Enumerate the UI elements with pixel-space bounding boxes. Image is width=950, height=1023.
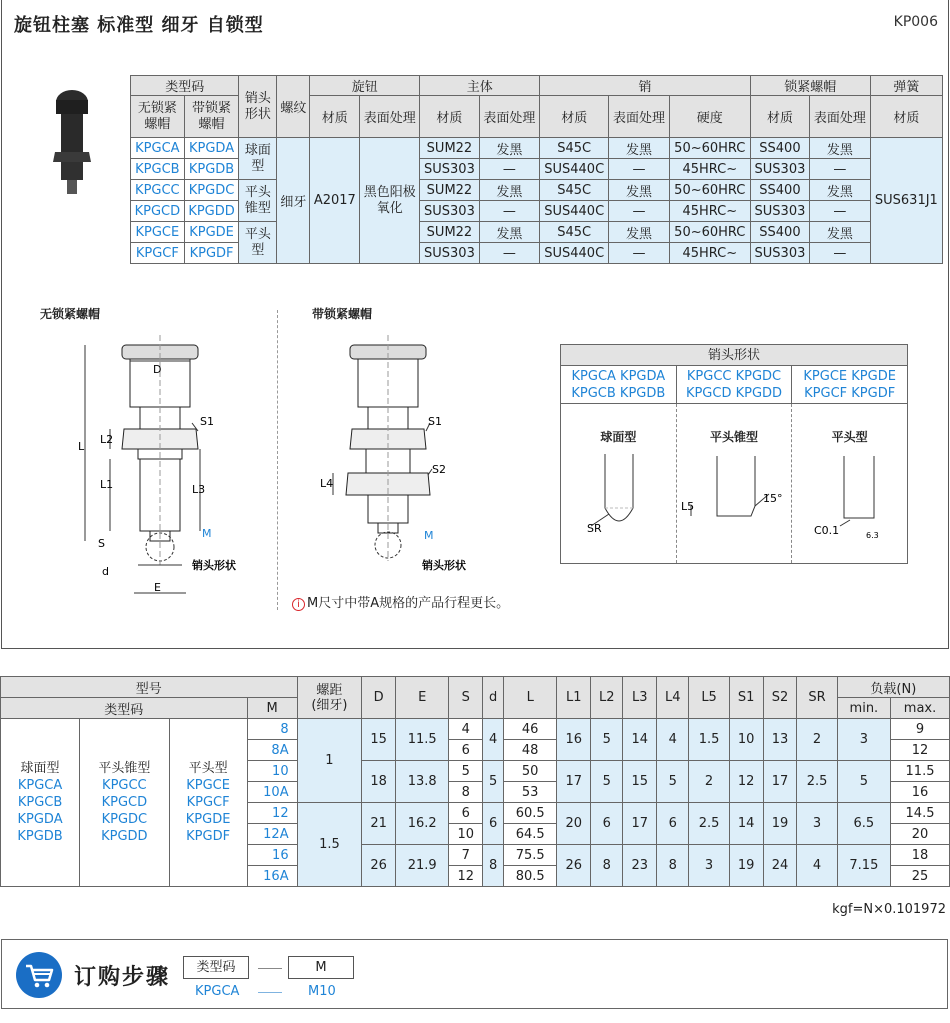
type-group-code: KPGDC: [101, 812, 148, 827]
type-code-with-lock: KPGDF: [184, 243, 239, 264]
dim-L: 64.5: [504, 824, 557, 845]
dim-L: 50: [504, 761, 557, 782]
shape-chamfer-label: C0.1: [814, 524, 840, 537]
dim-min: 7.15: [837, 845, 890, 887]
material-body-surf: —: [479, 159, 540, 180]
dim-L1: 26: [557, 845, 591, 887]
material-body-surf: 发黑: [479, 180, 540, 201]
th-nut-surface: 表面处理: [810, 96, 871, 138]
dim-max: 16: [891, 782, 950, 803]
dim-L5: 2.5: [689, 803, 729, 845]
type-code-no-lock: KPGCD: [131, 201, 185, 222]
th-M: M: [247, 698, 297, 719]
material-pin-hard: 50~60HRC: [669, 222, 750, 243]
dim-L: 46: [504, 719, 557, 740]
material-nut-mat: SS400: [750, 180, 809, 201]
dim-min: 3: [837, 719, 890, 761]
type-group-code: KPGDF: [186, 829, 231, 844]
dim-L3: 15: [623, 761, 657, 803]
material-nut-mat: SUS303: [750, 201, 809, 222]
material-nut-surf: 发黑: [810, 180, 871, 201]
th-D: D: [362, 677, 396, 719]
material-pin-mat: S45C: [540, 138, 609, 159]
type-group-name: 球面型: [20, 761, 60, 776]
type-code-no-lock: KPGCC: [131, 180, 185, 201]
dim-E: 21.9: [396, 845, 449, 887]
dim-max: 14.5: [891, 803, 950, 824]
dim-L2: 5: [591, 761, 623, 803]
dim-max: 11.5: [891, 761, 950, 782]
th-pin: 销: [540, 76, 751, 96]
order-separator: [258, 968, 282, 969]
material-pin-hard: 45HRC~: [669, 201, 750, 222]
dim-L1: 16: [557, 719, 591, 761]
material-nut-surf: —: [810, 159, 871, 180]
material-table: [130, 75, 943, 264]
material-row: [131, 138, 943, 159]
dim-L3: 23: [623, 845, 657, 887]
dim-max: 12: [891, 740, 950, 761]
dim-E: 16.2: [396, 803, 449, 845]
th-S1: S1: [729, 677, 763, 719]
th-L5: L5: [689, 677, 729, 719]
info-icon: i: [292, 598, 305, 611]
dim-d: 5: [483, 761, 504, 803]
dim-S: 7: [449, 845, 483, 866]
dim-L4: 5: [657, 761, 689, 803]
type-code-with-lock: KPGDD: [184, 201, 239, 222]
material-body-mat: SUM22: [420, 222, 479, 243]
ball-shape-drawing: [561, 454, 676, 563]
dim-S1: 10: [729, 719, 763, 761]
material-pin-surf: —: [609, 201, 670, 222]
shape-taper: 平头锥型 L5 15°: [677, 404, 793, 563]
dim-L2: L2: [100, 433, 114, 446]
material-pin-hard: 50~60HRC: [669, 138, 750, 159]
material-body-mat: SUS303: [420, 243, 479, 264]
th-pitch: 螺距 (细牙): [297, 677, 362, 719]
th-pin-surface: 表面处理: [609, 96, 670, 138]
dimension-table: [0, 676, 950, 887]
dim-S: 8: [449, 782, 483, 803]
material-pin-hard: 45HRC~: [669, 159, 750, 180]
shape-codes-taper: KPGCC KPGDC KPGCD KPGDD: [677, 366, 793, 403]
material-nut-mat: SUS303: [750, 243, 809, 264]
material-body-mat: SUS303: [420, 159, 479, 180]
dim-L1: L1: [100, 478, 114, 491]
dim-L: 53: [504, 782, 557, 803]
dim-L2: 6: [591, 803, 623, 845]
order-example-type-code: KPGCA: [195, 984, 240, 999]
dim-SR: 4: [797, 845, 837, 887]
material-pin-mat: S45C: [540, 222, 609, 243]
material-nut-surf: 发黑: [810, 222, 871, 243]
dim-M: M: [202, 527, 212, 540]
dim-d: 6: [483, 803, 504, 845]
page-title: 旋钮柱塞 标准型 细牙 自锁型: [14, 15, 264, 36]
material-body-surf: 发黑: [479, 138, 540, 159]
type-group-1: [80, 719, 170, 887]
th-with-lock: 带锁紧 螺帽: [184, 96, 239, 138]
type-group-name: 平头型: [188, 761, 228, 776]
material-pin-surf: —: [609, 243, 670, 264]
stroke-note: i M尺寸中带A规格的产品行程更长。: [292, 592, 509, 611]
th-S2: S2: [763, 677, 797, 719]
material-pin-surf: —: [609, 159, 670, 180]
dim-max: 20: [891, 824, 950, 845]
dim-L: 48: [504, 740, 557, 761]
material-nut-surf: —: [810, 201, 871, 222]
material-pin-mat: S45C: [540, 180, 609, 201]
th-d: d: [483, 677, 504, 719]
dim-D: 26: [362, 845, 396, 887]
m-value: 8A: [247, 740, 297, 761]
shape-flat: 平头型 C0.1 6.3: [792, 404, 907, 563]
pin-head-shape-cell: 球面型: [239, 138, 277, 180]
dim-L1: 17: [557, 761, 591, 803]
pitch-cell: 1.5: [297, 803, 362, 887]
dim-L5: 1.5: [689, 719, 729, 761]
type-group-name: 平头锥型: [98, 761, 151, 776]
dim-S: 12: [449, 866, 483, 887]
th-pin-material: 材质: [540, 96, 609, 138]
order-field-type-code: 类型码: [183, 956, 249, 979]
dim-S: 6: [449, 803, 483, 824]
order-field-m: M: [288, 956, 354, 979]
shape-codes-ball: KPGCA KPGDA KPGCB KPGDB: [561, 366, 677, 403]
type-group-code: KPGCA: [17, 778, 63, 793]
dim-L3: 14: [623, 719, 657, 761]
dim-L5: 2: [689, 761, 729, 803]
dim-min: 5: [837, 761, 890, 803]
material-row: [131, 222, 943, 243]
th-S: S: [449, 677, 483, 719]
m-value: 10A: [247, 782, 297, 803]
th-nut-material: 材质: [750, 96, 809, 138]
material-pin-mat: SUS440C: [540, 159, 609, 180]
th-pin-head-shape: 销头 形状: [239, 76, 277, 138]
th-body-material: 材质: [420, 96, 479, 138]
material-pin-hard: 50~60HRC: [669, 180, 750, 201]
type-code-no-lock: KPGCE: [131, 222, 185, 243]
dim-max: 9: [891, 719, 950, 740]
m-value: 16: [247, 845, 297, 866]
th-max: max.: [891, 698, 950, 719]
dim-S2: 19: [763, 803, 797, 845]
th-pin-hardness: 硬度: [669, 96, 750, 138]
th-thread: 螺纹: [277, 76, 310, 138]
dim-L1: 20: [557, 803, 591, 845]
dim-D: 15: [362, 719, 396, 761]
th-dim-type-code: 类型码: [1, 698, 248, 719]
dim-E: 11.5: [396, 719, 449, 761]
type-group-0: [1, 719, 80, 887]
drawing-no-lock-nut: [80, 325, 280, 605]
thread-cell: 细牙: [277, 138, 310, 264]
dim-min: 6.5: [837, 803, 890, 845]
order-example-separator: [258, 992, 282, 993]
dim-S: 4: [449, 719, 483, 740]
th-E: E: [396, 677, 449, 719]
dim-D: 18: [362, 761, 396, 803]
material-pin-surf: 发黑: [609, 222, 670, 243]
th-model: 型号: [1, 677, 298, 698]
th-spring-material: 材质: [870, 96, 942, 138]
th-knob-surface: 表面处理: [360, 96, 420, 138]
m-value: 10: [247, 761, 297, 782]
m-value: 12: [247, 803, 297, 824]
material-nut-mat: SS400: [750, 222, 809, 243]
shape-sr-label: SR: [587, 522, 602, 535]
pin-shape-panel: [560, 344, 908, 564]
th-lock-nut: 锁紧螺帽: [750, 76, 870, 96]
drawing-label-no-lock: 无锁紧螺帽: [40, 307, 101, 321]
material-nut-mat: SS400: [750, 138, 809, 159]
dim-S: 10: [449, 824, 483, 845]
type-group-code: KPGDD: [101, 829, 148, 844]
product-image: [47, 88, 97, 198]
dim-d: 8: [483, 845, 504, 887]
material-pin-mat: SUS440C: [540, 243, 609, 264]
type-group-code: KPGDB: [17, 829, 63, 844]
dim-S1-lock: S1: [428, 415, 442, 428]
dim-L4: L4: [320, 477, 334, 490]
pin-head-shape-cell: 平头锥型: [239, 180, 277, 222]
type-group-code: KPGCC: [102, 778, 147, 793]
shape-roughness-label: 6.3: [866, 531, 880, 540]
th-min: min.: [837, 698, 890, 719]
pin-shape-callout-right: 销头形状: [422, 559, 466, 572]
m-value: 12A: [247, 824, 297, 845]
shape-ball: 球面型 SR: [561, 404, 677, 563]
dim-L: 80.5: [504, 866, 557, 887]
th-L: L: [504, 677, 557, 719]
material-body-surf: 发黑: [479, 222, 540, 243]
dim-L3: L3: [192, 483, 206, 496]
th-knob: 旋钮: [310, 76, 420, 96]
th-knob-material: 材质: [310, 96, 360, 138]
dim-D: 21: [362, 803, 396, 845]
material-nut-surf: —: [810, 243, 871, 264]
material-body-surf: —: [479, 243, 540, 264]
dim-L: 75.5: [504, 845, 557, 866]
material-nut-surf: 发黑: [810, 138, 871, 159]
material-pin-surf: 发黑: [609, 180, 670, 201]
type-group-code: KPGCE: [186, 778, 230, 793]
dim-L2: 5: [591, 719, 623, 761]
dim-S2: 17: [763, 761, 797, 803]
dim-L2: 8: [591, 845, 623, 887]
order-example-m: M10: [308, 984, 336, 999]
flat-shape-drawing: [792, 454, 908, 563]
order-steps: [1, 939, 948, 1009]
knob-surface-cell: 黑色阳极氧化: [360, 138, 420, 264]
dim-S1: 14: [729, 803, 763, 845]
material-body-mat: SUS303: [420, 201, 479, 222]
th-body-surface: 表面处理: [479, 96, 540, 138]
dim-E: E: [154, 581, 161, 594]
th-L1: L1: [557, 677, 591, 719]
type-group-2: [169, 719, 247, 887]
dim-S2: 13: [763, 719, 797, 761]
type-code-with-lock: KPGDC: [184, 180, 239, 201]
dim-S: S: [98, 537, 105, 550]
dim-SR: 2.5: [797, 761, 837, 803]
knob-material-cell: A2017: [310, 138, 360, 264]
dim-M-lock: M: [424, 529, 434, 542]
shape-codes-flat: KPGCE KPGDE KPGCF KPGDF: [803, 369, 896, 401]
unit-conversion: kgf=N×0.101972: [832, 902, 946, 917]
drawing-with-lock-nut: [318, 325, 518, 585]
dim-L5: 3: [689, 845, 729, 887]
type-code-no-lock: KPGCA: [131, 138, 185, 159]
type-group-code: KPGDE: [185, 812, 231, 827]
dim-E: 13.8: [396, 761, 449, 803]
dim-SR: 3: [797, 803, 837, 845]
pin-head-shape-cell: 平头型: [239, 222, 277, 264]
drawing-label-with-lock: 带锁紧螺帽: [312, 307, 373, 321]
material-pin-surf: 发黑: [609, 138, 670, 159]
taper-shape-drawing: [677, 454, 793, 563]
dim-L4: 6: [657, 803, 689, 845]
order-title: 订购步骤: [74, 965, 171, 990]
type-code-no-lock: KPGCB: [131, 159, 185, 180]
type-group-code: KPGCD: [101, 795, 148, 810]
pin-shape-callout-left: 销头形状: [192, 559, 236, 572]
dim-D: D: [153, 363, 162, 376]
dim-S2: 24: [763, 845, 797, 887]
type-group-code: KPGDA: [17, 812, 63, 827]
dim-S1: S1: [200, 415, 214, 428]
shape-l5-label: L5: [680, 500, 694, 513]
pin-shape-codes: [561, 366, 907, 404]
th-L4: L4: [657, 677, 689, 719]
dim-L3: 17: [623, 803, 657, 845]
material-nut-mat: SUS303: [750, 159, 809, 180]
th-body: 主体: [420, 76, 540, 96]
dim-L: L: [78, 440, 85, 453]
m-value: 8: [247, 719, 297, 740]
dim-S1: 19: [729, 845, 763, 887]
dim-S1: 12: [729, 761, 763, 803]
th-SR: SR: [797, 677, 837, 719]
dim-L: 60.5: [504, 803, 557, 824]
pitch-cell: 1: [297, 719, 362, 803]
material-body-surf: —: [479, 201, 540, 222]
dim-SR: 2: [797, 719, 837, 761]
table-row: [1, 719, 950, 740]
m-value: 16A: [247, 866, 297, 887]
spring-material-cell: SUS631J1: [870, 138, 942, 264]
cart-icon: [16, 952, 62, 998]
material-body-mat: SUM22: [420, 138, 479, 159]
type-code-no-lock: KPGCF: [131, 243, 185, 264]
material-pin-mat: SUS440C: [540, 201, 609, 222]
th-L3: L3: [623, 677, 657, 719]
dim-d: d: [102, 565, 109, 578]
material-row: [131, 180, 943, 201]
dim-L4: 8: [657, 845, 689, 887]
dim-d: 4: [483, 719, 504, 761]
type-group-code: KPGCB: [17, 795, 63, 810]
type-code-with-lock: KPGDA: [184, 138, 239, 159]
th-spring: 弹簧: [870, 76, 942, 96]
th-no-lock: 无锁紧 螺帽: [131, 96, 185, 138]
pin-shape-drawings: [561, 404, 907, 563]
dim-S: 6: [449, 740, 483, 761]
pin-shape-title: 销头形状: [561, 345, 907, 366]
dim-max: 25: [891, 866, 950, 887]
dim-max: 18: [891, 845, 950, 866]
dim-L4: 4: [657, 719, 689, 761]
dim-S2: S2: [432, 463, 446, 476]
material-body-mat: SUM22: [420, 180, 479, 201]
product-code: KP006: [893, 14, 938, 30]
th-type-code: 类型码: [131, 76, 239, 96]
material-pin-hard: 45HRC~: [669, 243, 750, 264]
dim-S: 5: [449, 761, 483, 782]
shape-angle-label: 15°: [762, 492, 783, 505]
type-group-code: KPGCF: [186, 795, 230, 810]
th-L2: L2: [591, 677, 623, 719]
type-code-with-lock: KPGDB: [184, 159, 239, 180]
th-load: 负载(N): [837, 677, 949, 698]
type-code-with-lock: KPGDE: [184, 222, 239, 243]
